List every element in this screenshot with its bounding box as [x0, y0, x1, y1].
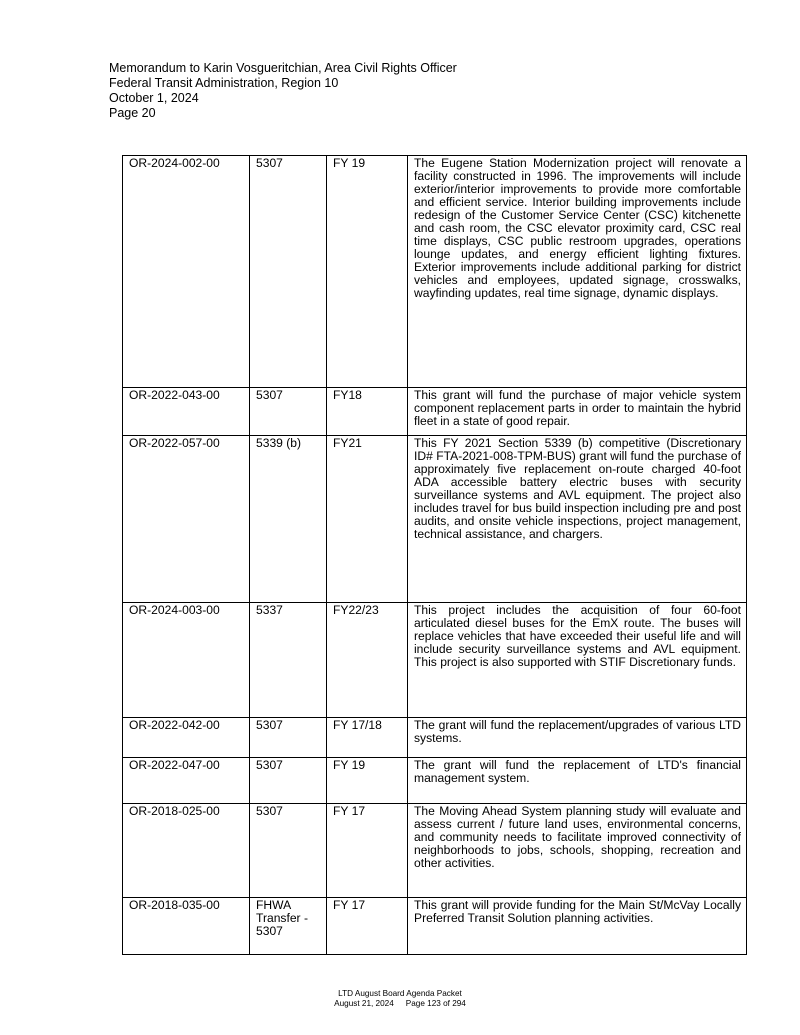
- grant-description: This grant will fund the purchase of major vehicle system component replacement parts in order to maintain the hybrid fleet in a state of good repair.: [408, 388, 747, 436]
- footer-packet-title: LTD August Board Agenda Packet: [338, 989, 462, 998]
- memo-header: [109, 61, 457, 121]
- grant-id: OR-2022-057-00: [123, 436, 250, 603]
- grant-id: OR-2024-002-00: [123, 156, 250, 388]
- grant-id: OR-2022-043-00: [123, 388, 250, 436]
- grant-type: 5339 (b): [250, 436, 327, 603]
- grant-id: OR-2024-003-00: [123, 603, 250, 718]
- grant-type: FHWA Transfer - 5307: [250, 898, 327, 955]
- grant-type: 5307: [250, 804, 327, 898]
- grants-table: [122, 155, 747, 955]
- grant-id: OR-2018-025-00: [123, 804, 250, 898]
- grant-description: The Moving Ahead System planning study will evaluate and assess current / future land uses, environmental concerns, and community needs to facilitate improved connectivity of neighborhoods to jobs, schools, shopping, recreation and other activities.: [408, 804, 747, 898]
- grant-fiscal-year: FY18: [327, 388, 408, 436]
- grant-id: OR-2022-042-00: [123, 718, 250, 758]
- table-row: [123, 436, 747, 603]
- grant-description: This FY 2021 Section 5339 (b) competitive (Discretionary ID# FTA-2021-008-TPM-BUS) grant will fund the purchase of approximately five replacement on-route charged 40-foot ADA accessible battery electric buses with security surveillance systems and AVL equipment. The project also includes travel for bus build inspection including pre and post audits, and onsite vehicle inspections, project management, technical assistance, and chargers.: [408, 436, 747, 603]
- grant-type: 5307: [250, 758, 327, 804]
- grant-fiscal-year: FY 19: [327, 156, 408, 388]
- grant-fiscal-year: FY 19: [327, 758, 408, 804]
- memo-date: October 1, 2024: [109, 91, 199, 105]
- table-row: [123, 603, 747, 718]
- grant-description: The Eugene Station Modernization project will renovate a facility constructed in 1996. The improvements will include exterior/interior improvements to provide more comfortable and efficient service. Interior building improvements include redesign of the Customer Service Center (CSC) kitchenette and cash room, the CSC elevator proximity card, CSC real time displays, CSC public restroom upgrades, operations lounge updates, and energy efficient lighting fixtures. Exterior improvements include additional parking for district vehicles and employees, updated signage, crosswalks, wayfinding updates, real time signage, dynamic displays.: [408, 156, 747, 388]
- grant-fiscal-year: FY 17/18: [327, 718, 408, 758]
- table-row: [123, 758, 747, 804]
- table-row: [123, 898, 747, 955]
- grant-type: 5307: [250, 156, 327, 388]
- table-row: [123, 156, 747, 388]
- table-row: [123, 718, 747, 758]
- grant-fiscal-year: FY 17: [327, 804, 408, 898]
- grant-fiscal-year: FY 17: [327, 898, 408, 955]
- page-footer: [0, 989, 800, 1008]
- grant-type: 5337: [250, 603, 327, 718]
- footer-page-of: Page 123 of 294: [405, 998, 466, 1008]
- grant-type: 5307: [250, 718, 327, 758]
- table-row: [123, 804, 747, 898]
- grant-id: OR-2022-047-00: [123, 758, 250, 804]
- memo-to-line: Memorandum to Karin Vosgueritchian, Area Civil Rights Officer: [109, 61, 457, 75]
- grant-fiscal-year: FY21: [327, 436, 408, 603]
- grant-description: The grant will fund the replacement of LTD's financial management system.: [408, 758, 747, 804]
- table-row: [123, 388, 747, 436]
- grant-description: This project includes the acquisition of four 60-foot articulated diesel buses for the EmX route. The buses will replace vehicles that have exceeded their useful life and will include security surveillance systems and AVL equipment. This project is also supported with STIF Discretionary funds.: [408, 603, 747, 718]
- grant-description: The grant will fund the replacement/upgrades of various LTD systems.: [408, 718, 747, 758]
- footer-date-page: [0, 999, 800, 1009]
- grant-type: 5307: [250, 388, 327, 436]
- grant-description: This grant will provide funding for the Main St/McVay Locally Preferred Transit Solution planning activities.: [408, 898, 747, 955]
- grant-id: OR-2018-035-00: [123, 898, 250, 955]
- memo-agency: Federal Transit Administration, Region 10: [109, 76, 339, 90]
- memo-page-number: Page 20: [109, 106, 156, 120]
- grant-fiscal-year: FY22/23: [327, 603, 408, 718]
- footer-date: August 21, 2024: [334, 998, 394, 1008]
